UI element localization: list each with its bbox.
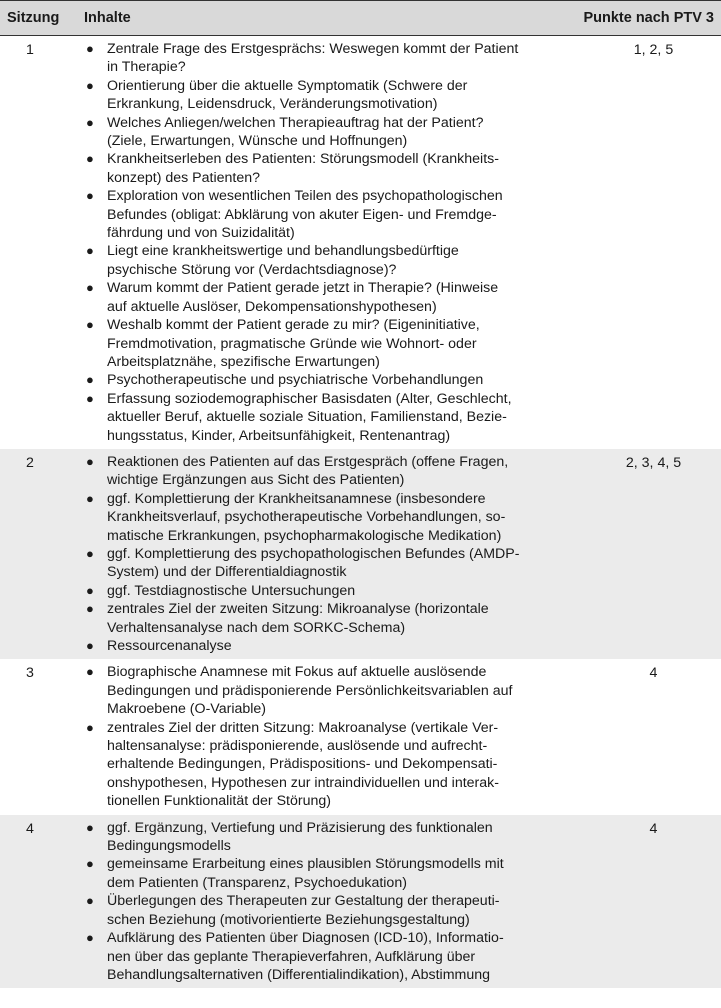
table-body [0, 36, 721, 988]
table-row [0, 815, 721, 989]
bullet-icon: ● [86, 490, 94, 506]
header-points: Punkte nach PTV 3 [583, 9, 714, 26]
list-item-line: erhaltende Bedingungen, Prädispositions- und Dekompensati- [107, 756, 498, 773]
list-item-line: Erfassung soziodemographischer Basisdaten (Alter, Geschlecht, [107, 390, 512, 407]
list-item-line: Behandlungsalternativen (Differentialindikation), Abstimmung [107, 966, 491, 983]
list-item [80, 150, 560, 187]
list-item-line: Bedingungsmodells [107, 838, 231, 855]
list-item-line: Weshalb kommt der Patient gerade zu mir? (Eigeninitiative, [107, 317, 480, 334]
list-item-line: Arbeitsplatznähe, spezifische Erwartungen) [107, 353, 380, 370]
ptv-points: 4 [649, 820, 658, 837]
list-item-line: psychische Störung vor (Verdachtsdiagnose)? [107, 261, 397, 278]
list-item-line: gemeinsame Erarbeitung eines plausiblen Störungsmodells mit [107, 856, 504, 873]
list-item-line: zentrales Ziel der dritten Sitzung: Makroanalyse (vertikale Ver- [107, 719, 499, 736]
list-item [80, 390, 560, 445]
content-list [80, 40, 560, 445]
list-item-line: Befundes (obligat: Abklärung von akuter Eigen- und Fremdge- [107, 206, 497, 223]
bullet-icon: ● [86, 243, 94, 259]
list-item [80, 316, 560, 371]
bullet-icon: ● [86, 601, 94, 617]
table-header [0, 0, 721, 36]
list-item-line: Reaktionen des Patienten auf das Erstgespräch (offene Fragen, [107, 453, 509, 470]
list-item-line: Biographische Anamnese mit Fokus auf aktuelle auslösende [107, 664, 487, 681]
list-item-line: Liegt eine krankheitswertige und behandlungsbedürftige [107, 243, 459, 260]
table-row [0, 659, 721, 814]
bullet-icon: ● [86, 664, 94, 680]
list-item-line: (Ziele, Erwartungen, Wünsche und Hoffnungen) [107, 133, 408, 150]
bullet-icon: ● [86, 582, 94, 598]
content-list [80, 819, 560, 985]
bullet-icon: ● [86, 280, 94, 296]
list-item-line: Psychotherapeutische und psychiatrische Vorbehandlungen [107, 372, 484, 389]
list-item [80, 545, 560, 582]
list-item-line: tionellen Funktionalität der Störung) [107, 793, 331, 810]
list-item-line: Krankheitserleben des Patienten: Störungsmodell (Krankheits- [107, 151, 499, 168]
list-item-line: konzept) des Patienten? [107, 169, 261, 186]
session-contents [80, 40, 560, 445]
list-item [80, 279, 560, 316]
list-item-line: nen über das geplante Therapieverfahren, Aufklärung über [107, 948, 476, 965]
table-row [0, 36, 721, 449]
bullet-icon: ● [86, 372, 94, 388]
list-item [80, 187, 560, 242]
bullet-icon: ● [86, 930, 94, 946]
list-item [80, 490, 560, 545]
list-item [80, 663, 560, 718]
ptv-points: 4 [649, 665, 658, 682]
bullet-icon: ● [86, 188, 94, 204]
ptv-points: 2, 3, 4, 5 [625, 454, 682, 471]
list-item-line: Erkrankung, Leidensdruck, Veränderungsmotivation) [107, 96, 438, 113]
list-item [80, 819, 560, 856]
list-item-line: Warum kommt der Patient gerade jetzt in Therapie? (Hinweise [107, 280, 499, 297]
bullet-icon: ● [86, 453, 94, 469]
list-item [80, 371, 560, 389]
list-item-line: Exploration von wesentlichen Teilen des psychopathologischen [107, 188, 503, 205]
list-item-line: Welches Anliegen/welchen Therapieauftrag hat der Patient? [107, 114, 484, 131]
list-item-line: Bedingungen und prädisponierende Persönlichkeitsvariablen auf [107, 682, 513, 699]
bullet-icon: ● [86, 545, 94, 561]
list-item [80, 929, 560, 984]
bullet-icon: ● [86, 77, 94, 93]
list-item-line: System) und der Differentialdiagnostik [107, 564, 347, 581]
list-item-line: aktueller Beruf, aktuelle soziale Situation, Familienstand, Bezie- [107, 409, 507, 426]
list-item-line: dem Patienten (Transparenz, Psychoedukation) [107, 874, 407, 891]
list-item [80, 892, 560, 929]
list-item-line: Zentrale Frage des Erstgesprächs: Weswegen kommt der Patient [107, 41, 519, 57]
session-contents [80, 819, 560, 985]
list-item [80, 40, 560, 77]
list-item [80, 855, 560, 892]
list-item-line: ggf. Ergänzung, Vertiefung und Präzisierung des funktionalen [107, 819, 493, 836]
list-item-line: ggf. Komplettierung des psychopathologischen Befundes (AMDP- [107, 545, 520, 562]
list-item-line: Überlegungen des Therapeuten zur Gestaltung der therapeuti- [107, 893, 500, 910]
bullet-icon: ● [86, 114, 94, 130]
bullet-icon: ● [86, 317, 94, 333]
list-item [80, 600, 560, 637]
list-item-line: Orientierung über die aktuelle Symptomatik (Schwere der [107, 77, 468, 94]
list-item-line: Fremdmotivation, pragmatische Gründe wie Wohnort- oder [107, 335, 477, 352]
header-content: Inhalte [84, 9, 131, 26]
list-item-line: haltensanalyse: prädisponierende, auslösende und aufrecht- [107, 738, 488, 755]
content-list [80, 663, 560, 810]
list-item-line: matische Erkrankungen, psychopharmakologische Medikation) [107, 527, 502, 544]
list-item-line: fährdung und von Suizidalität) [107, 225, 295, 242]
session-contents [80, 453, 560, 655]
list-item-line: Verhaltensanalyse nach dem SORKC-Schema) [107, 619, 406, 636]
list-item-line: Krankheitsverlauf, psychotherapeutische Vorbehandlungen, so- [107, 509, 506, 526]
list-item [80, 77, 560, 114]
list-item-line: Ressourcenanalyse [107, 638, 232, 654]
list-item-line: wichtige Ergänzungen aus Sicht des Patienten) [107, 472, 405, 489]
bullet-icon: ● [86, 819, 94, 835]
bullet-icon: ● [86, 719, 94, 735]
bullet-icon: ● [86, 41, 94, 56]
list-item-line: ggf. Komplettierung der Krankheitsanamnese (insbesondere [107, 490, 486, 507]
list-item-line: auf aktuelle Auslöser, Dekompensationshypothesen) [107, 298, 437, 315]
bullet-icon: ● [86, 390, 94, 406]
ptv-points: 1, 2, 5 [633, 42, 674, 58]
list-item [80, 637, 560, 655]
list-item [80, 114, 560, 151]
session-number: 3 [26, 665, 34, 682]
table-row [0, 449, 721, 659]
bullet-icon: ● [86, 856, 94, 872]
list-item-line: Aufklärung des Patienten über Diagnosen (ICD-10), Informatio- [107, 930, 504, 947]
list-item [80, 719, 560, 811]
list-item-line: ggf. Testdiagnostische Untersuchungen [107, 582, 356, 599]
session-contents [80, 663, 560, 810]
list-item-line: zentrales Ziel der zweiten Sitzung: Mikroanalyse (horizontale [107, 601, 489, 618]
list-item [80, 453, 560, 490]
bullet-icon: ● [86, 151, 94, 167]
bullet-icon: ● [86, 638, 94, 653]
list-item-line: schen Beziehung (motivorientierte Beziehungsgestaltung) [107, 911, 470, 928]
list-item [80, 582, 560, 600]
header-session: Sitzung [7, 9, 60, 26]
list-item [80, 242, 560, 279]
session-number: 4 [26, 820, 34, 837]
list-item-line: Makroebene (O-Variable) [107, 701, 267, 718]
session-number: 1 [26, 42, 34, 58]
bullet-icon: ● [86, 893, 94, 909]
session-number: 2 [26, 454, 34, 471]
list-item-line: in Therapie? [107, 59, 186, 76]
list-item-line: hungsstatus, Kinder, Arbeitsunfähigkeit, Rentenantrag) [107, 427, 451, 444]
content-list [80, 453, 560, 655]
list-item-line: onshypothesen, Hypothesen zur intraindividuellen und interak- [107, 774, 499, 791]
